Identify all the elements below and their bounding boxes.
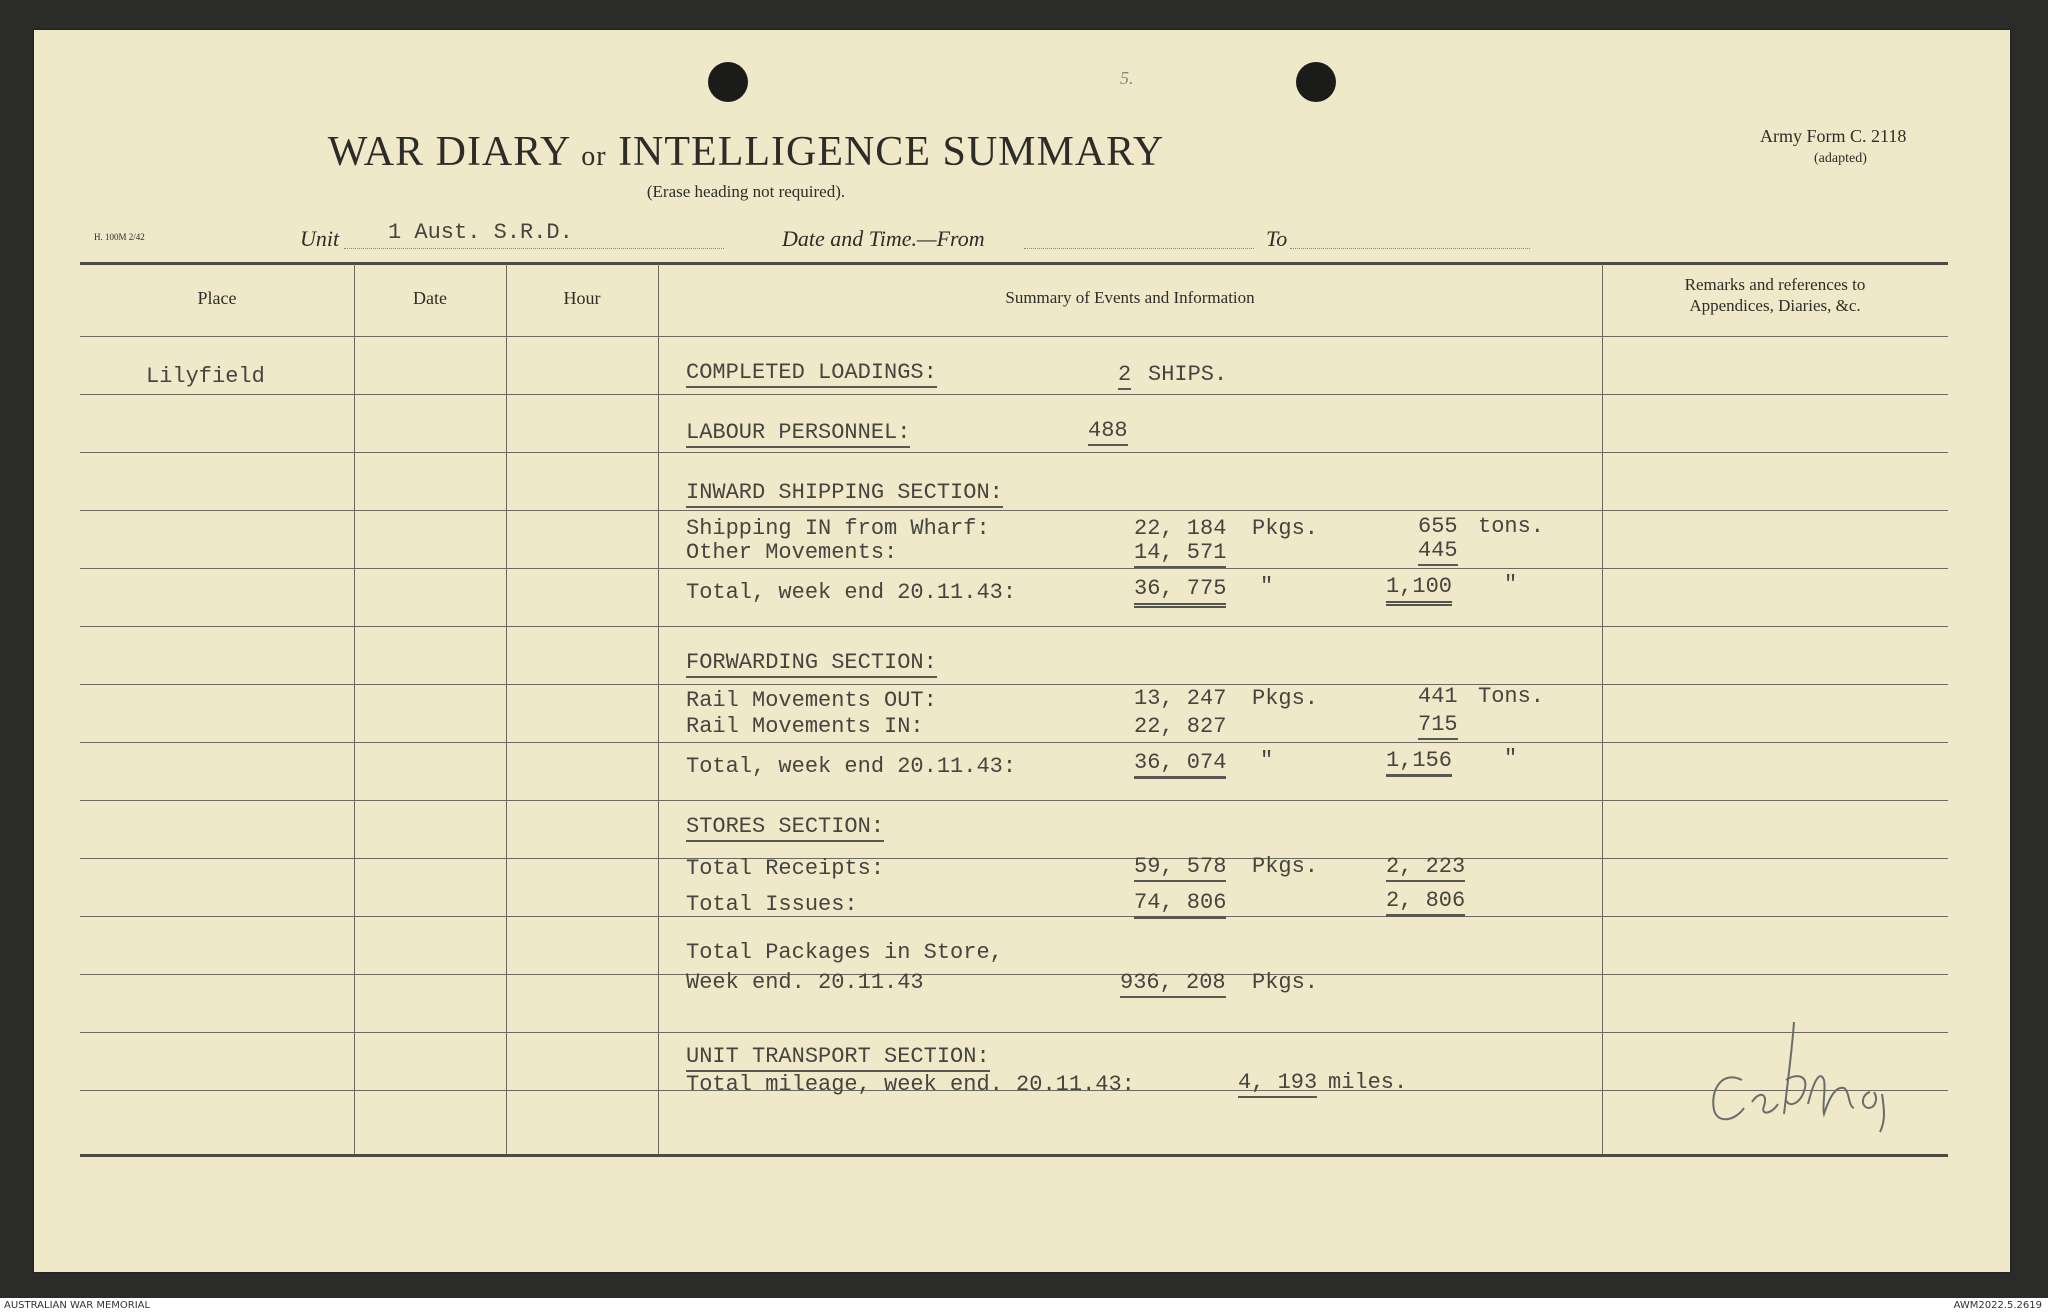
date-time-from-label: Date and Time.—From <box>782 226 985 251</box>
table-bottom-rule <box>80 1154 1948 1157</box>
from-dotted-line <box>1024 248 1254 249</box>
row-rule <box>80 742 1948 743</box>
forwarding-total-tons: 1,156 <box>1386 748 1452 777</box>
forwarding-total-ditto: " <box>1260 748 1274 773</box>
store-packages-line2: Week end. 20.11.43 <box>686 970 924 995</box>
forwarding-row1-pkgs: 13, 247 <box>1134 686 1227 711</box>
inward-row1-tons: 655 <box>1418 514 1458 539</box>
diary-page <box>34 30 2010 1272</box>
forwarding-row2-tons: 715 <box>1418 712 1458 740</box>
row-rule <box>80 626 1948 627</box>
column-header-summary: Summary of Events and Information <box>1005 288 1255 307</box>
row-rule <box>80 916 1948 917</box>
to-dotted-line <box>1290 248 1530 249</box>
forwarding-row2-label: Rail Movements IN: <box>686 714 924 739</box>
inward-total-pkgs: 36, 775 <box>1134 576 1226 608</box>
unit-value: 1 Aust. S.R.D. <box>388 220 573 245</box>
archive-footer <box>0 1298 2048 1314</box>
transport-mileage-value: 4, 193 <box>1238 1070 1317 1098</box>
stores-issues-pkgs: 74, 806 <box>1134 890 1226 919</box>
completed-loadings-label: COMPLETED LOADINGS: <box>686 360 937 388</box>
transport-mileage-unit: miles. <box>1328 1070 1408 1095</box>
inward-row1-pkgs: 22, 184 <box>1134 516 1227 541</box>
unit-label: Unit <box>300 226 340 251</box>
column-header-date: Date <box>413 288 447 308</box>
labour-personnel-value: 488 <box>1088 418 1128 446</box>
row-rule <box>80 800 1948 801</box>
inward-row1-label: Shipping IN from Wharf: <box>686 516 990 541</box>
place-entry: Lilyfield <box>146 364 265 389</box>
labour-personnel-label: LABOUR PERSONNEL: <box>686 420 910 448</box>
stores-issues-tons: 2, 806 <box>1386 888 1465 917</box>
inward-row1-pkgs-unit: Pkgs. <box>1252 516 1319 541</box>
row-rule <box>80 510 1948 511</box>
row-rule <box>80 974 1948 975</box>
forwarding-row2-pkgs: 22, 827 <box>1134 714 1227 739</box>
footer-item-id: AWM2022.5.2619 <box>1953 1300 2042 1311</box>
row-rule <box>80 452 1948 453</box>
stores-receipts-tons: 2, 223 <box>1386 854 1465 882</box>
inward-row2-tons: 445 <box>1418 538 1458 566</box>
forwarding-total-tons-ditto: " <box>1504 746 1518 771</box>
column-header-hour: Hour <box>563 288 601 308</box>
inward-total-tons: 1,100 <box>1386 574 1452 606</box>
page-number-mark: 5. <box>1120 68 1134 88</box>
row-rule <box>80 394 1948 395</box>
transport-heading: UNIT TRANSPORT SECTION: <box>686 1044 990 1072</box>
to-label: To <box>1266 226 1288 251</box>
inward-shipping-heading: INWARD SHIPPING SECTION: <box>686 480 1003 508</box>
forwarding-row1-tons-unit: Tons. <box>1478 684 1545 709</box>
transport-mileage-label: Total mileage, week end. 20.11.43: <box>686 1072 1135 1097</box>
footer-archive-name: AUSTRALIAN WAR MEMORIAL <box>4 1300 151 1311</box>
inward-total-ditto: " <box>1260 574 1274 599</box>
row-rule <box>80 568 1948 569</box>
stores-receipts-unit: Pkgs. <box>1252 854 1319 879</box>
table-top-rule <box>80 262 1948 265</box>
column-divider-summary <box>1602 264 1603 1154</box>
stores-receipts-label: Total Receipts: <box>686 856 885 881</box>
remarks-header-line2: Appendices, Diaries, &c. <box>1689 296 1861 315</box>
row-rule <box>80 684 1948 685</box>
form-title <box>34 128 1458 176</box>
column-divider-place <box>354 264 355 1154</box>
forwarding-total-label: Total, week end 20.11.43: <box>686 754 1017 779</box>
army-form-number: Army Form C. 2118 <box>1760 126 1907 146</box>
column-header-place: Place <box>197 288 237 308</box>
column-header-remarks <box>1602 274 1948 316</box>
forwarding-row1-pkgs-unit: Pkgs. <box>1252 686 1319 711</box>
remarks-header-line1: Remarks and references to <box>1684 275 1866 294</box>
forwarding-total-pkgs: 36, 074 <box>1134 750 1226 779</box>
title-intelligence-summary: INTELLIGENCE SUMMARY <box>618 129 1165 175</box>
column-divider-hour <box>658 264 659 1154</box>
print-code: H. 100M 2/42 <box>94 232 145 242</box>
inward-row2-pkgs: 14, 571 <box>1134 540 1226 568</box>
completed-loadings-value: 2 <box>1118 362 1131 390</box>
inward-row1-tons-unit: tons. <box>1478 514 1545 539</box>
punch-hole-left <box>708 62 748 102</box>
row-rule <box>80 336 1948 337</box>
store-packages-unit: Pkgs. <box>1252 970 1319 995</box>
inward-total-tons-ditto: " <box>1504 572 1518 597</box>
adapted-note: (adapted) <box>1814 151 1867 166</box>
store-packages-line1: Total Packages in Store, <box>686 940 1003 965</box>
punch-hole-right <box>1296 62 1336 102</box>
row-rule <box>80 858 1948 859</box>
row-rule <box>80 1032 1948 1033</box>
signature <box>1702 1010 1922 1140</box>
stores-receipts-pkgs: 59, 578 <box>1134 854 1226 882</box>
forwarding-row1-tons: 441 <box>1418 684 1458 709</box>
form-subtitle: (Erase heading not required). <box>646 182 846 201</box>
inward-total-label: Total, week end 20.11.43: <box>686 580 1017 605</box>
inward-row2-label: Other Movements: <box>686 540 898 565</box>
store-packages-value: 936, 208 <box>1120 970 1226 998</box>
title-war-diary: WAR DIARY <box>327 129 570 175</box>
forwarding-row1-label: Rail Movements OUT: <box>686 688 937 713</box>
stores-heading: STORES SECTION: <box>686 814 884 842</box>
forwarding-heading: FORWARDING SECTION: <box>686 650 937 678</box>
stores-issues-label: Total Issues: <box>686 892 858 917</box>
column-divider-date <box>506 264 507 1154</box>
unit-dotted-line <box>344 248 724 249</box>
completed-loadings-unit: SHIPS. <box>1148 362 1228 387</box>
title-or: or <box>581 141 607 172</box>
